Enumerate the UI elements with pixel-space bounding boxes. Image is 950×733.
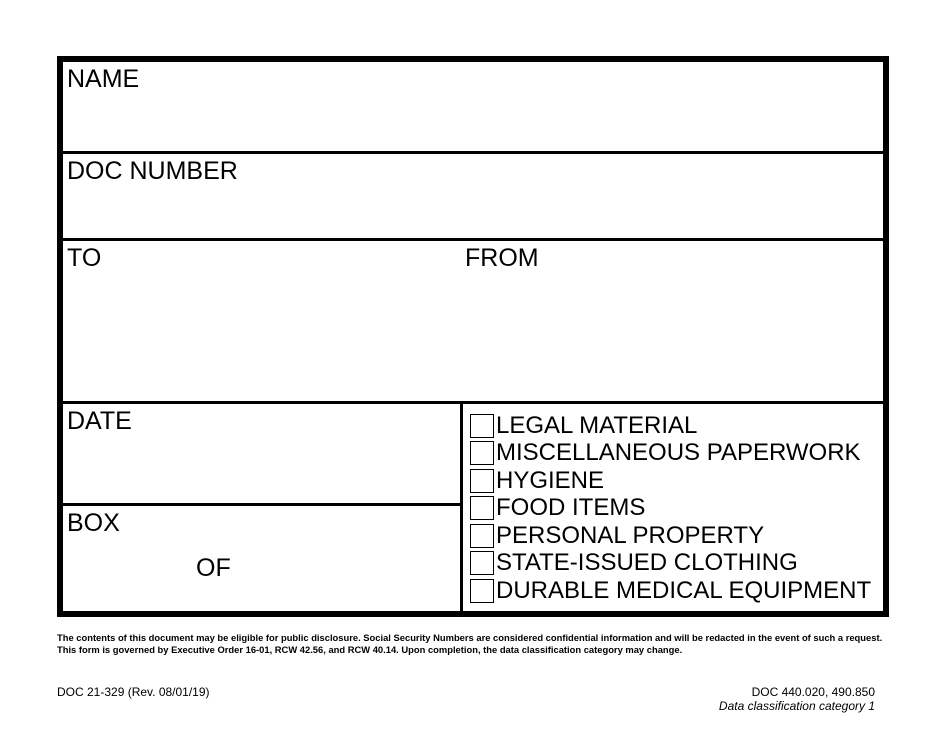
checkbox[interactable] <box>470 414 494 438</box>
disclosure-notice: The contents of this document may be eligible for public disclosure. Social Security Numbers are considered confidential information and will be redacted in the event of such a request. This form is governed by Executive Order 16-01, RCW 42.56, and RCW 40.14. Upon completion, the data classification category may change. <box>57 632 883 655</box>
checkbox[interactable] <box>470 441 494 465</box>
box-field-label: BOX <box>67 509 120 537</box>
policy-references: DOC 440.020, 490.850 <box>751 685 875 699</box>
category-checkbox-row[interactable] <box>470 467 604 494</box>
data-classification: Data classification category 1 <box>718 699 875 713</box>
from-field-label: FROM <box>465 244 539 272</box>
checkbox[interactable] <box>470 469 494 493</box>
divider-to-date <box>63 401 883 404</box>
category-label: FOOD ITEMS <box>496 493 646 521</box>
doc-number-field-label: DOC NUMBER <box>67 157 238 185</box>
footer-right <box>719 685 875 713</box>
to-field-label: TO <box>67 244 102 272</box>
category-label: LEGAL MATERIAL <box>496 411 698 439</box>
category-checkbox-row[interactable] <box>470 522 764 549</box>
category-label: HYGIENE <box>496 466 605 494</box>
divider-doc-to <box>63 238 883 241</box>
category-label: STATE-ISSUED CLOTHING <box>496 548 798 576</box>
category-checkbox-row[interactable] <box>470 494 645 521</box>
checkbox[interactable] <box>470 524 494 548</box>
divider-date-box <box>63 503 460 506</box>
category-checkbox-row[interactable] <box>470 577 871 604</box>
checkbox[interactable] <box>470 551 494 575</box>
property-label-form <box>57 56 889 617</box>
category-checkbox-row[interactable] <box>470 439 861 466</box>
category-label: PERSONAL PROPERTY <box>496 521 765 549</box>
checkbox[interactable] <box>470 579 494 603</box>
divider-name-doc <box>63 151 883 154</box>
category-checkbox-row[interactable] <box>470 549 798 576</box>
date-field-label: DATE <box>67 407 132 435</box>
form-id: DOC 21-329 (Rev. 08/01/19) <box>57 685 210 699</box>
checkbox[interactable] <box>470 496 494 520</box>
category-label: MISCELLANEOUS PAPERWORK <box>496 438 861 466</box>
name-field-label: NAME <box>67 65 140 93</box>
of-field-label: OF <box>196 554 231 582</box>
category-label: DURABLE MEDICAL EQUIPMENT <box>496 576 872 604</box>
divider-left-right <box>460 401 463 611</box>
category-checkbox-row[interactable] <box>470 412 697 439</box>
